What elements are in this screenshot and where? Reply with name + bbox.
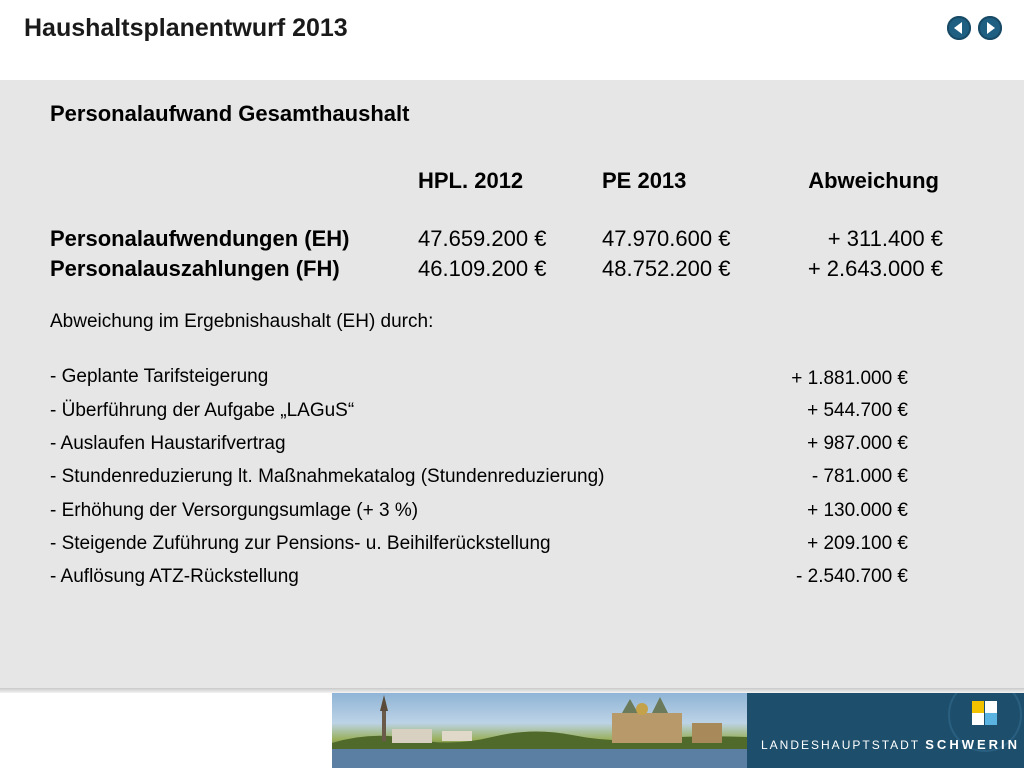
reason-amount: - 781.000 € [811, 466, 908, 487]
row-label-personalaufwendungen: Personalaufwendungen (EH) [50, 226, 350, 251]
cell-hpl-2012: 46.109.200 € [418, 256, 547, 281]
deviation-intro: Abweichung im Ergebnishaushalt (EH) durch: [50, 311, 434, 332]
schwerin-castle-panorama-image [332, 693, 747, 768]
column-header-abweichung: Abweichung [808, 168, 939, 193]
reason-item: - Auflösung ATZ-Rückstellung [50, 566, 299, 587]
cell-hpl-2012: 47.659.200 € [418, 226, 547, 251]
reason-item: - Auslaufen Haustarifvertrag [50, 433, 286, 454]
column-header-hpl-2012: HPL. 2012 [418, 168, 524, 193]
section-heading: Personalaufwand Gesamthaushalt [50, 101, 410, 126]
cell-abweichung: + 311.400 € [827, 226, 943, 251]
arrow-left-icon [947, 16, 971, 40]
column-header-pe-2013: PE 2013 [602, 168, 687, 193]
reason-item: - Steigende Zuführung zur Pensions- u. Beihilferückstellung [50, 533, 551, 554]
reason-amount: + 1.881.000 € [791, 368, 908, 389]
slide-header [0, 0, 1024, 80]
city-logo [747, 693, 1024, 768]
reason-amount: - 2.540.700 € [796, 566, 908, 587]
city-logo-text [761, 737, 1020, 752]
reason-amount: + 987.000 € [807, 433, 908, 454]
cell-abweichung: + 2.643.000 € [807, 256, 943, 281]
next-slide-button[interactable] [978, 16, 1002, 40]
cell-pe-2013: 47.970.600 € [602, 226, 731, 251]
reason-amount: + 130.000 € [807, 500, 908, 521]
reason-item: - Geplante Tarifsteigerung [50, 366, 269, 387]
cell-pe-2013: 48.752.200 € [602, 256, 731, 281]
arrow-right-icon [978, 16, 1002, 40]
reason-amount: + 544.700 € [807, 400, 908, 421]
reason-item: - Überführung der Aufgabe „LAGuS“ [50, 400, 355, 421]
reason-item: - Stundenreduzierung lt. Maßnahmekatalog (Stundenreduzierung) [50, 466, 605, 487]
logo-city: SCHWERIN [925, 737, 1021, 752]
prev-slide-button[interactable] [947, 16, 971, 40]
reason-amount: + 209.100 € [807, 533, 908, 554]
logo-prefix: LANDESHAUPTSTADT [761, 738, 920, 752]
slide-title: Haushaltsplanentwurf 2013 [24, 14, 348, 42]
city-emblem-icon [747, 693, 1024, 768]
reason-item: - Erhöhung der Versorgungsumlage (+ 3 %) [50, 500, 419, 521]
row-label-personalauszahlungen: Personalauszahlungen (FH) [50, 256, 340, 281]
